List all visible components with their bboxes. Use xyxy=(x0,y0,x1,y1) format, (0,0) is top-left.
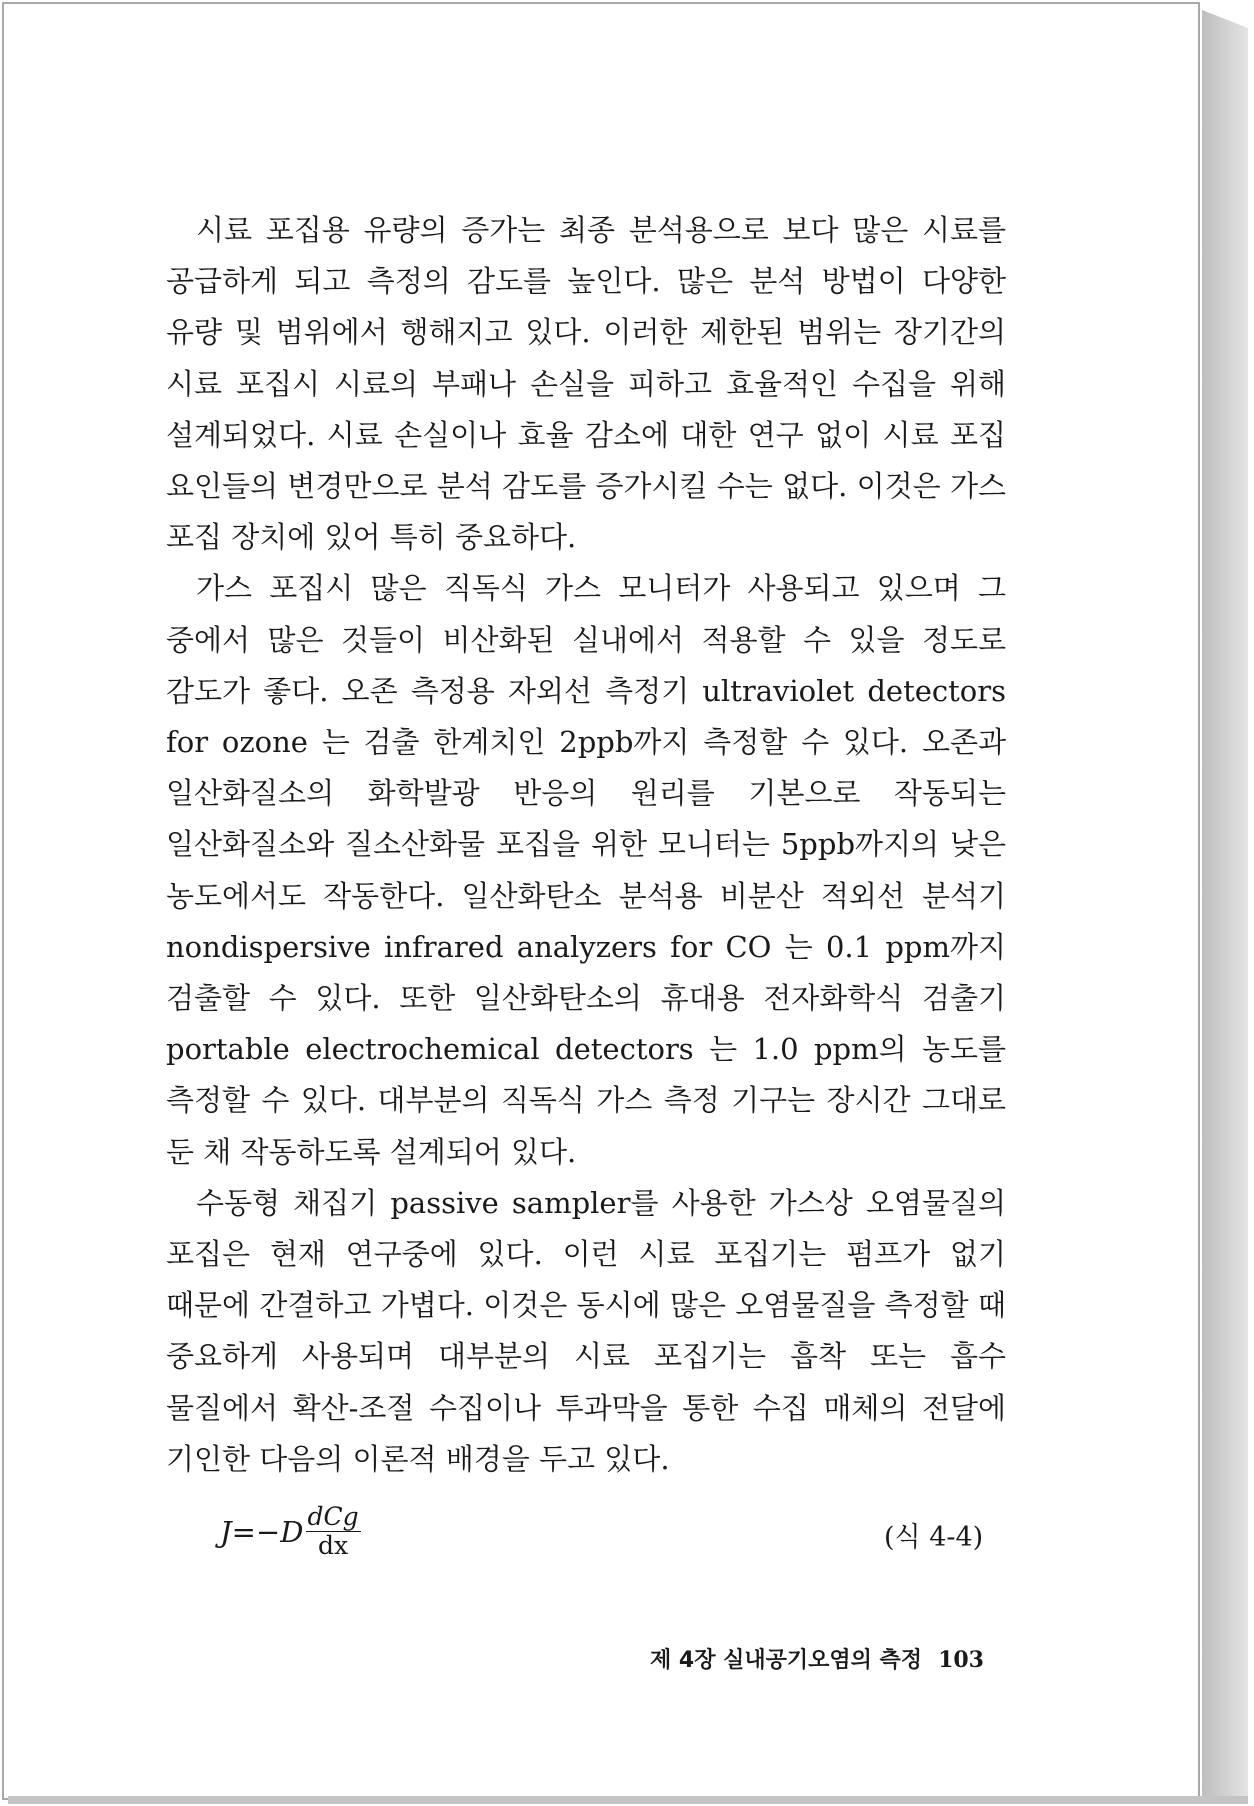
equation-denominator: dx xyxy=(318,1531,349,1560)
equation-numerator: dCg xyxy=(307,1502,359,1531)
equation-4-4 xyxy=(220,1503,361,1560)
page-edge-shadow xyxy=(1202,10,1248,1802)
paragraph-3: 수동형 채집기 passive sampler를 사용한 가스상 오염물질의 포집은 현재 연구중에 있다. 이런 시료 포집기는 펌프가 없기 때문에 간결하고 가볍다. 이것은 동시에 많은 오염물질을 측정할 때 중요하게 사용되며 대부분의 시료 포집기는 흡착 또는 흡수 물질에서 확산-조절 수집이나 투과막을 통한 수집 매체의 전달에 기인한 다음의 이론적 배경을 두고 있다. xyxy=(166,1185,1006,1476)
equation-minus: − xyxy=(255,1514,281,1549)
paragraph-2: 가스 포집시 많은 직독식 가스 모니터가 사용되고 있으며 그 중에서 많은 것들이 비산화된 실내에서 적용할 수 있을 정도로 감도가 좋다. 오존 측정용 자외선 측정기 ultraviolet detectors for ozone 는 검출 한계치인 2ppb까지 측정할 수 있다. 오존과 일산화질소의 화학발광 반응의 원리를 기본으로 작동되는 일산화질소와 질소산화물 포집을 위한 모니터는 5ppb까지의 낮은 농도에서도 작동한다. 일산화탄소 분석용 비분산 적외선 분석기 nondispersive infrared analyzers for CO 는 0.1 ppm까지 검출할 수 있다. 또한 일산화탄소의 휴대용 전자화학식 검출기 portable electrochemical detectors 는 1.0 ppm의 농도를 측정할 수 있다. 대부분의 직독식 가스 측정 기구는 장시간 그대로 둔 채 작동하도록 설계되어 있다. xyxy=(166,571,1006,1169)
paragraph-1: 시료 포집용 유량의 증가는 최종 분석용으로 보다 많은 시료를 공급하게 되고 측정의 감도를 높인다. 많은 분석 방법이 다양한 유량 및 범위에서 행해지고 있다. 이러한 제한된 범위는 장기간의 시료 포집시 시료의 부패나 손실을 피하고 효율적인 수집을 위해 설계되었다. 시료 손실이나 효율 감소에 대한 연구 없이 시료 포집 요인들의 변경만으로 분석 감도를 증가시킬 수는 없다. 이것은 가스 포집 장치에 있어 특히 중요하다. xyxy=(166,213,1006,555)
equation-fraction xyxy=(306,1503,361,1560)
body-text xyxy=(166,205,1006,1485)
equation-lhs: J xyxy=(220,1514,232,1549)
equation-coefficient: D xyxy=(280,1514,304,1549)
page-bottom-shadow xyxy=(8,1796,1248,1804)
page-number: 103 xyxy=(938,1647,984,1673)
equation-label: (식 4-4) xyxy=(884,1522,984,1553)
footer-chapter-title: 제 4장 실내공기오염의 측정 xyxy=(650,1648,923,1673)
page-footer xyxy=(650,1643,984,1674)
equation-equals: = xyxy=(231,1514,256,1549)
